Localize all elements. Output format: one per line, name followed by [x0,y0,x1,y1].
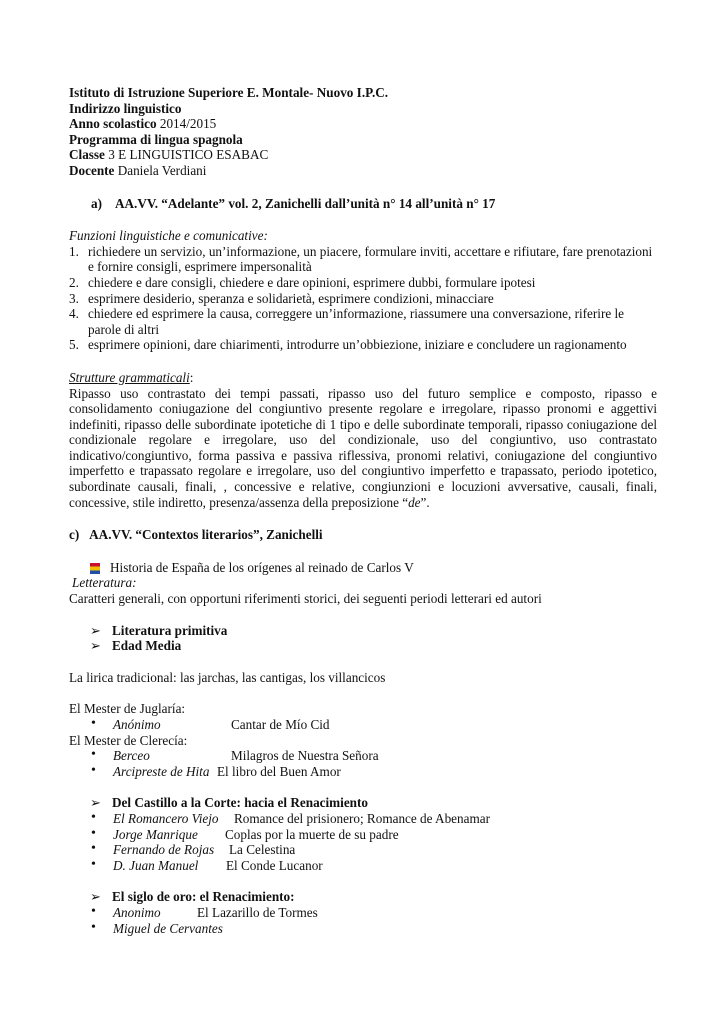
author-item: • D. Juan Manuel El Conde Lucanor [91,856,323,873]
arrow-icon: ➢ [90,638,102,654]
bullet-icon: • [91,825,96,841]
bullet-icon: • [91,716,96,731]
period-item: ➢ Edad Media [90,638,182,654]
period-item: ➢ Del Castillo a la Corte: hacia el Renacimiento [90,795,369,811]
funzioni-heading: Funzioni linguistiche e comunicative: [69,228,268,244]
historia-line: Historia de España de los orígenes al reinado de Carlos V [69,560,657,576]
bullet-icon: • [91,903,96,919]
arrow-icon: ➢ [90,795,102,811]
bullet-icon: • [91,919,96,935]
letteratura-heading: Letteratura: [72,575,137,591]
school-name: Istituto di Istruzione Superiore E. Montale- Nuovo I.P.C. [69,85,389,100]
funzioni-list [69,244,657,353]
list-item: 2. chiedere e dare consigli, chiedere e dare opinioni, esprimere dubbi, formulare ipotesi [69,274,536,290]
period-item: ➢ El siglo de oro: el Renacimiento: [90,889,295,905]
bullet-icon: • [91,841,96,857]
author-item: • Jorge Manrique Coplas por la muerte de su padre [91,825,399,842]
list-item: 5. esprimere opinioni, dare chiarimenti, introdurre un’obbiezione, iniziare e concludere un ragionamento [69,337,627,353]
section-c-heading: c) AA.VV. “Contextos literarios”, Zanichelli [69,527,323,543]
section-a-heading: a) AA.VV. “Adelante” vol. 2, Zanichelli dall’unità n° 14 all’unità n° 17 [91,195,496,211]
juglaria-heading: El Mester de Juglaría: [69,701,186,717]
strutture-text: Ripasso uso contrastato dei tempi passati, ripasso uso del futuro semplice e composto, ripasso e consolidamento coniugazione del congiuntivo presente regolare e irregolare, ripasso pronomi e aggettivi indefiniti, ripasso delle subordinate ipotetiche di 1 tipo e delle subordinate temporali, ripasso coniugazione del condizionale regolare e irregolare, uso del condizionale, uso del congiuntivo, uso contrastato indicativo/congiuntivo, forma passiva e passiva riflessiva, pronomi relativi, coniugazione del congiuntivo imperfetto e trapassato regolare e irregolare, uso del congiuntivo imperfetto e trapassato, periodo ipotetico, subordinate causali, finali, , concessive e relative, congiunzioni e locuzioni avversative, causali, finali, concessive, stile indiretto, presenza/assenza della preposizione “de”. [69,385,657,510]
clerecia-heading: El Mester de Clerecía: [69,732,188,748]
period-item: ➢ Literatura primitiva [90,622,228,638]
author-item: • Berceo Milagros de Nuestra Señora [91,747,379,764]
bullet-icon: • [91,747,96,763]
list-item: 3. esprimere desiderio, speranza e solidarietà, esprimere condizioni, minacciare [69,290,494,306]
flag-icon [90,563,100,573]
list-item: 4. chiedere ed esprimere la causa, correggere un’informazione, riassumere una conversazione, riferire le parole di altri [69,306,625,337]
author-item: • Miguel de Cervantes [91,919,223,936]
class-line: Classe 3 E LINGUISTICO ESABAC [69,147,269,163]
bullet-icon: • [91,762,96,778]
letteratura-intro: Caratteri generali, con opportuni riferimenti storici, dei seguenti periodi letterari ed autori [69,591,542,607]
program-title: Programma di lingua spagnola [69,131,243,147]
bullet-icon: • [91,809,96,825]
author-item: • Arcipreste de Hita El libro del Buen Amor [91,762,341,779]
lirica-line: La lirica tradicional: las jarchas, las cantigas, los villancicos [69,669,386,685]
list-item: 1. richiedere un servizio, un’informazione, un piacere, formulare inviti, accettare e rifiutare, fare prenotazioni e fornire consigli, esprimere impersonalità [69,243,653,275]
author-item: • El Romancero Viejo Romance del prisionero; Romance de Abenamar [91,809,490,826]
teacher-line: Docente Daniela Verdiani [69,162,207,178]
author-item: • Fernando de Rojas La Celestina [91,841,296,858]
author-item: • Anonimo El Lazarillo de Tormes [91,903,318,920]
school-year: Anno scolastico 2014/2015 [69,116,217,132]
bullet-icon: • [91,856,96,872]
arrow-icon: ➢ [90,889,102,905]
course-line: Indirizzo linguistico [69,100,182,116]
strutture-heading: Strutture grammaticali: [69,369,194,385]
arrow-icon: ➢ [90,622,102,638]
author-item: • Anónimo Cantar de Mío Cid [91,716,330,732]
document-content [69,85,657,936]
